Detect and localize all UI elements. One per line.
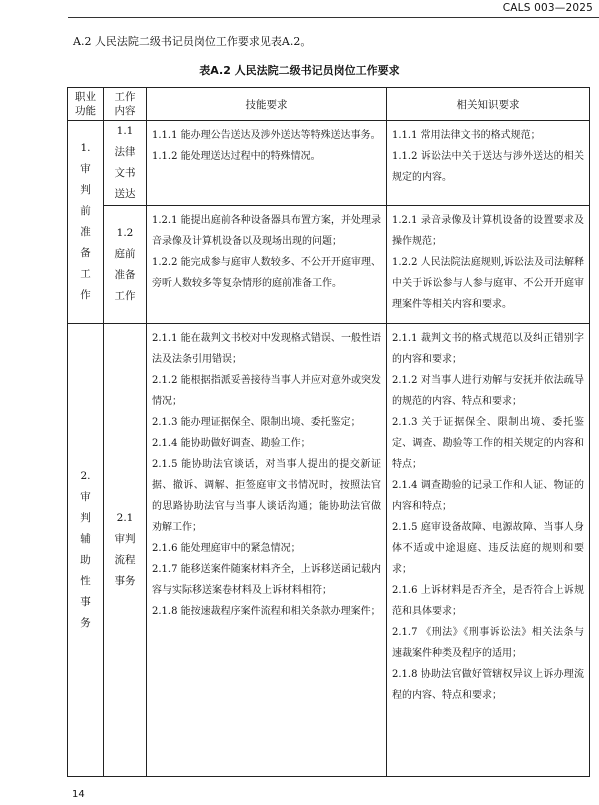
table-row: [68, 121, 590, 206]
header-knowledge: 相关知识要求: [387, 88, 590, 121]
header-rule: [68, 17, 599, 18]
table-header-row: [68, 88, 590, 121]
content-cell: 1.2庭前准备工作: [104, 206, 147, 324]
table-row: [68, 206, 590, 324]
header-skills: 技能要求: [147, 88, 387, 121]
table-row: [68, 324, 590, 777]
table-caption: 表A.2 人民法院二级书记员岗位工作要求: [199, 64, 400, 77]
knowledge-cell: 2.1.1 裁判文书的格式规范以及纠正错别字的内容和要求； 2.1.2 对当事人进行劝解与安抚并依法疏导的规范的内容、特点和要求； 2.1.3 关于证据保全、限制出境、委托鉴定、调查、勘验等工作的相关规定的内容和特点； 2.1.4 调查勘验的记录工作和人证、物证的内容和特点； 2.1.5 庭审设备故障、电源故障、当事人身体不适或中途退庭、违反法庭的规则和要求； 2.1.6 上诉材料是否齐全，是否符合上诉规范和具体要求； 2.1.7 《刑法》《刑事诉讼法》相关法条与速裁案件种类及程序的适用； 2.1.8 协助法官做好管辖权异议上诉办理流程的内容、特点和要求；: [387, 324, 590, 777]
function-cell: 2.审判辅助性事务: [68, 324, 104, 777]
page-number: 14: [72, 789, 85, 800]
skills-cell: 2.1.1 能在裁判文书校对中发现格式错误、一般性语法及法条引用错误； 2.1.2 能根据指派妥善接待当事人并应对意外或突发情况； 2.1.3 能办理证据保全、限制出境、委托鉴定； 2.1.4 能协助做好调查、勘验工作； 2.1.5 能协助法官谈话，对当事人提出的提交新证据、撤诉、调解、拒签庭审文书情况时，按照法官的思路协助法官与当事人谈话沟通；能协助法官做劝解工作； 2.1.6 能处理庭审中的紧急情况； 2.1.7 能移送案件随案材料齐全，上诉移送函记载内容与实际移送案卷材料及上诉材料相符； 2.1.8 能按速裁程序案件流程和相关条款办理案件；: [147, 324, 387, 777]
header-function: 职业功能: [68, 88, 104, 121]
requirements-table: [67, 87, 590, 777]
skills-cell: 1.2.1 能提出庭前各种设备器具布置方案，并处理录音录像及计算机设备以及现场出现的问题； 1.2.2 能完成参与庭审人数较多、不公开开庭审理、旁听人数较多等复杂情形的庭前准备工作。: [147, 206, 387, 324]
intro-text: A.2 人民法院二级书记员岗位工作要求见表A.2。: [73, 35, 312, 48]
knowledge-cell: 1.2.1 录音录像及计算机设备的设置要求及操作规范； 1.2.2 人民法院法庭规则,诉讼法及司法解释中关于诉讼参与人参与庭审、不公开开庭审理案件等相关内容和要求。: [387, 206, 590, 324]
knowledge-cell: 1.1.1 常用法律文书的格式规范； 1.1.2 诉讼法中关于送达与涉外送达的相关规定的内容。: [387, 121, 590, 206]
content-cell: 2.1审判流程事务: [104, 324, 147, 777]
skills-cell: 1.1.1 能办理公告送达及涉外送达等特殊送达事务。 1.1.2 能处理送达过程中的特殊情况。: [147, 121, 387, 206]
standard-code: CALS 003—2025: [502, 2, 593, 14]
content-cell: 1.1法律文书送达: [104, 121, 147, 206]
function-cell: 1.审判前准备工作: [68, 121, 104, 324]
header-content: 工作内容: [104, 88, 147, 121]
